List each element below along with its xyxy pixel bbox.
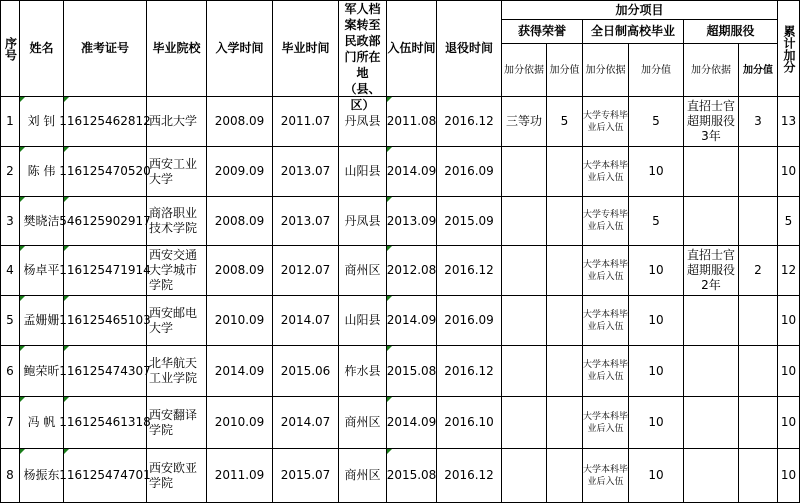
row-enroll: 2014.09: [207, 346, 273, 397]
row-fulltime-value: 10: [629, 147, 684, 197]
row-exam-no: 116125474701: [64, 449, 147, 503]
row-enlist: 2015.08: [387, 346, 437, 397]
row-school: 商洛职业 技术学院: [147, 197, 207, 246]
row-seq: 7: [0, 397, 20, 449]
header-fulltime: 全日制高校毕业: [583, 20, 684, 44]
row-enlist: 2013.09: [387, 197, 437, 246]
row-graduate: 2013.07: [273, 147, 339, 197]
row-discharge-place: 山阳县: [339, 296, 387, 346]
row-enroll: 2008.09: [207, 197, 273, 246]
row-name: 孟姗姗: [20, 296, 64, 346]
row-fulltime-value: 5: [629, 97, 684, 147]
row-honor-value: [547, 397, 583, 449]
row-fulltime-value: 10: [629, 296, 684, 346]
row-enlist: 2011.08: [387, 97, 437, 147]
row-fulltime-value: 10: [629, 449, 684, 503]
row-discharge: 2016.10: [437, 397, 502, 449]
row-enroll: 2010.09: [207, 296, 273, 346]
row-discharge: 2016.12: [437, 97, 502, 147]
row-discharge-place: 商州区: [339, 397, 387, 449]
row-exam-no: 116125470520: [64, 147, 147, 197]
row-overtime-value: [739, 449, 778, 503]
row-honor-basis: [502, 197, 547, 246]
row-discharge-place: 山阳县: [339, 147, 387, 197]
header-overtime-value: 加分值: [739, 44, 778, 97]
row-enroll: 2011.09: [207, 449, 273, 503]
row-seq: 4: [0, 246, 20, 296]
row-honor-basis: [502, 147, 547, 197]
row-name: 杨振东: [20, 449, 64, 503]
row-honor-value: 5: [547, 97, 583, 147]
row-fulltime-value: 10: [629, 397, 684, 449]
row-overtime-value: [739, 346, 778, 397]
row-honor-value: [547, 147, 583, 197]
row-fulltime-basis: 大学专科毕 业后入伍: [583, 197, 629, 246]
header-honor-basis: 加分依据: [502, 44, 547, 97]
row-discharge: 2016.12: [437, 246, 502, 296]
header-enroll: 入学时间: [207, 0, 273, 97]
header-total: 累计加分: [778, 0, 800, 97]
row-seq: 2: [0, 147, 20, 197]
row-seq: 5: [0, 296, 20, 346]
row-school: 北华航天 工业学院: [147, 346, 207, 397]
row-honor-basis: [502, 346, 547, 397]
row-fulltime-value: 5: [629, 197, 684, 246]
row-total: 10: [778, 346, 800, 397]
row-enroll: 2010.09: [207, 397, 273, 449]
row-graduate: 2013.07: [273, 197, 339, 246]
row-discharge-place: 商州区: [339, 449, 387, 503]
row-honor-value: [547, 346, 583, 397]
row-seq: 1: [0, 97, 20, 147]
row-fulltime-basis: 大学专科毕 业后入伍: [583, 97, 629, 147]
row-enlist: 2014.09: [387, 147, 437, 197]
row-overtime-basis: 直招士官 超期服役 3年: [684, 97, 739, 147]
row-name: 鲍荣昕: [20, 346, 64, 397]
row-honor-basis: 三等功: [502, 97, 547, 147]
row-honor-basis: [502, 449, 547, 503]
row-school: 西安邮电 大学: [147, 296, 207, 346]
row-school: 西安欧亚 学院: [147, 449, 207, 503]
row-discharge: 2016.09: [437, 147, 502, 197]
header-bonus: 加分项目: [502, 0, 778, 20]
row-total: 10: [778, 449, 800, 503]
row-seq: 3: [0, 197, 20, 246]
row-enroll: 2009.09: [207, 147, 273, 197]
row-discharge-place: 柞水县: [339, 346, 387, 397]
row-overtime-value: [739, 397, 778, 449]
row-honor-value: [547, 296, 583, 346]
row-enlist: 2014.09: [387, 397, 437, 449]
row-total: 12: [778, 246, 800, 296]
header-overtime-basis: 加分依据: [684, 44, 739, 97]
header-discharge: 退役时间: [437, 0, 502, 97]
row-seq: 6: [0, 346, 20, 397]
row-overtime-value: 3: [739, 97, 778, 147]
header-name: 姓名: [20, 0, 64, 97]
row-honor-basis: [502, 397, 547, 449]
row-discharge: 2016.12: [437, 449, 502, 503]
row-overtime-basis: [684, 346, 739, 397]
row-seq: 8: [0, 449, 20, 503]
header-enlist: 入伍时间: [387, 0, 437, 97]
row-honor-value: [547, 449, 583, 503]
row-enroll: 2008.09: [207, 246, 273, 296]
row-overtime-basis: [684, 449, 739, 503]
row-enlist: 2012.08: [387, 246, 437, 296]
row-overtime-value: [739, 197, 778, 246]
row-total: 13: [778, 97, 800, 147]
row-fulltime-value: 10: [629, 346, 684, 397]
row-school: 西安工业 大学: [147, 147, 207, 197]
row-graduate: 2011.07: [273, 97, 339, 147]
row-name: 陈 伟: [20, 147, 64, 197]
row-fulltime-basis: 大学本科毕 业后入伍: [583, 296, 629, 346]
header-discharge-place: 军人档案转至民政部门所在地（县、区）: [339, 0, 387, 97]
row-exam-no: 116125465103: [64, 296, 147, 346]
row-overtime-value: [739, 147, 778, 197]
header-overtime: 超期服役: [684, 20, 778, 44]
row-school: 西安交通 大学城市 学院: [147, 246, 207, 296]
row-fulltime-basis: 大学本科毕 业后入伍: [583, 147, 629, 197]
row-honor-value: [547, 197, 583, 246]
row-total: 10: [778, 296, 800, 346]
header-fulltime-basis: 加分依据: [583, 44, 629, 97]
row-fulltime-basis: 大学本科毕 业后入伍: [583, 246, 629, 296]
row-fulltime-basis: 大学本科毕 业后入伍: [583, 449, 629, 503]
header-exam-no: 准考证号: [64, 0, 147, 97]
header-honor: 获得荣誉: [502, 20, 583, 44]
row-honor-basis: [502, 296, 547, 346]
row-total: 5: [778, 197, 800, 246]
row-enlist: 2014.09: [387, 296, 437, 346]
row-name: 冯 帆: [20, 397, 64, 449]
row-total: 10: [778, 397, 800, 449]
row-graduate: 2015.07: [273, 449, 339, 503]
row-fulltime-basis: 大学本科毕 业后入伍: [583, 346, 629, 397]
header-school: 毕业院校: [147, 0, 207, 97]
row-discharge: 2016.09: [437, 296, 502, 346]
row-graduate: 2014.07: [273, 397, 339, 449]
row-honor-value: [547, 246, 583, 296]
row-honor-basis: [502, 246, 547, 296]
row-fulltime-basis: 大学本科毕 业后入伍: [583, 397, 629, 449]
row-overtime-basis: 直招士官 超期服役 2年: [684, 246, 739, 296]
row-overtime-value: [739, 296, 778, 346]
header-seq: 序号: [0, 0, 20, 97]
row-fulltime-value: 10: [629, 246, 684, 296]
header-fulltime-value: 加分值: [629, 44, 684, 97]
row-graduate: 2012.07: [273, 246, 339, 296]
row-name: 杨卓平: [20, 246, 64, 296]
row-overtime-basis: [684, 397, 739, 449]
row-exam-no: 546125902917: [64, 197, 147, 246]
row-discharge-place: 商州区: [339, 246, 387, 296]
header-graduate: 毕业时间: [273, 0, 339, 97]
row-overtime-basis: [684, 147, 739, 197]
row-exam-no: 116125471914: [64, 246, 147, 296]
row-name: 刘 钊: [20, 97, 64, 147]
row-overtime-value: 2: [739, 246, 778, 296]
row-exam-no: 116125474307: [64, 346, 147, 397]
row-discharge: 2015.09: [437, 197, 502, 246]
row-name: 樊晓洁: [20, 197, 64, 246]
row-enlist: 2015.08: [387, 449, 437, 503]
row-discharge-place: 丹凤县: [339, 197, 387, 246]
header-honor-value: 加分值: [547, 44, 583, 97]
row-graduate: 2014.07: [273, 296, 339, 346]
row-discharge-place: 丹凤县: [339, 97, 387, 147]
row-overtime-basis: [684, 197, 739, 246]
row-graduate: 2015.06: [273, 346, 339, 397]
row-exam-no: 116125461318: [64, 397, 147, 449]
row-discharge: 2016.12: [437, 346, 502, 397]
row-total: 10: [778, 147, 800, 197]
row-school: 西安翻译 学院: [147, 397, 207, 449]
row-overtime-basis: [684, 296, 739, 346]
row-enroll: 2008.09: [207, 97, 273, 147]
row-exam-no: 116125462812: [64, 97, 147, 147]
row-school: 西北大学: [147, 97, 207, 147]
